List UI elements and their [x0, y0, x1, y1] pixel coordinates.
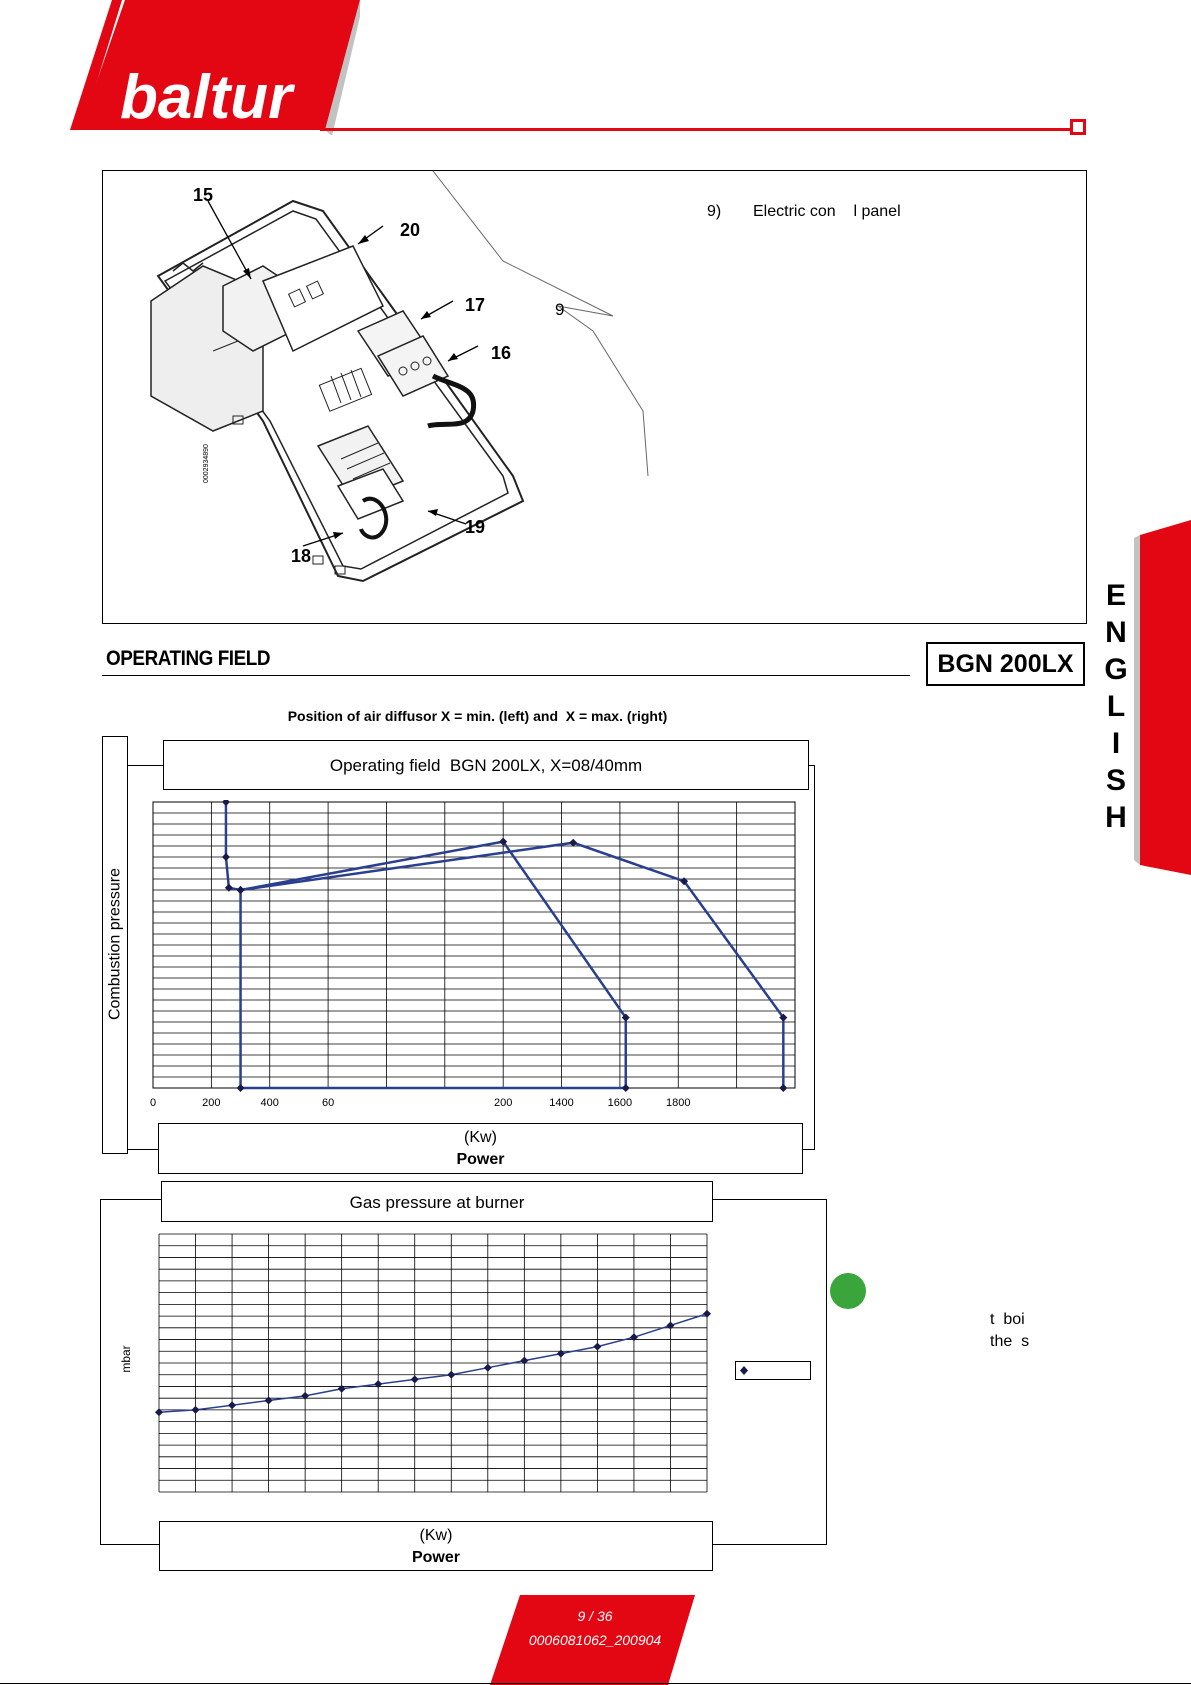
- tab-letter: E: [1105, 579, 1126, 612]
- status-dot: [830, 1273, 866, 1309]
- tab-letter: I: [1111, 727, 1121, 760]
- chart1-xtick-label: 1600: [607, 1097, 633, 1109]
- figure-caption-number: 9): [707, 203, 722, 220]
- chart1-point: [222, 800, 230, 806]
- chart2-point: [630, 1333, 638, 1341]
- callout-15: 15: [193, 185, 214, 205]
- note-line-1: t boi: [990, 1311, 1025, 1328]
- chart-subtitle: Position of air diffusor X = min. (left) and X = max. (right): [287, 708, 668, 724]
- chart2-point: [666, 1321, 674, 1329]
- chart1-plot: [150, 800, 810, 1120]
- chart1-point: [237, 1084, 245, 1092]
- chart2-grid: [159, 1234, 707, 1492]
- chart1-point: [222, 853, 230, 861]
- figure-caption-text: Electric con l panel: [753, 203, 901, 220]
- chart1-xtick-label: 200: [202, 1097, 221, 1109]
- electric-panel-figure: [102, 170, 1087, 624]
- language-tab: [1130, 520, 1191, 875]
- chart2-point: [228, 1401, 236, 1409]
- chart2-point: [155, 1408, 163, 1416]
- chart2-point: [520, 1357, 528, 1365]
- chart2-point: [192, 1406, 200, 1414]
- chart1-xtick-label: 1800: [666, 1097, 691, 1109]
- chart1-xtick-label: 60: [321, 1097, 335, 1109]
- figure-marker: 9: [555, 300, 565, 319]
- chart1-point: [622, 1084, 630, 1092]
- callout-19: 19: [465, 517, 486, 537]
- chart1-xtick-label: 200: [494, 1097, 513, 1109]
- legend-marker-icon: [736, 1362, 756, 1379]
- chart2-legend: [735, 1361, 811, 1380]
- chart1-point: [779, 1084, 787, 1092]
- chart2-xaxis-box: [159, 1521, 713, 1571]
- chart2-plot: [155, 1230, 715, 1500]
- chart1-xunit: (Kw): [464, 1129, 497, 1146]
- header-rule-end: [1070, 119, 1086, 135]
- tab-letter: G: [1104, 653, 1128, 686]
- chart2-point: [447, 1371, 455, 1379]
- footer-rule: [0, 1683, 1191, 1684]
- section-title: OPERATING FIELD: [106, 647, 271, 670]
- chart2-point: [484, 1364, 492, 1372]
- chart1-xtick-label: 400: [260, 1097, 279, 1109]
- chart1-grid: [153, 802, 795, 1088]
- tab-letter: S: [1105, 764, 1126, 797]
- chart2-point: [703, 1310, 711, 1318]
- callout-18: 18: [291, 546, 312, 566]
- chart2-xunit: (Kw): [419, 1527, 453, 1544]
- chart1-series-line: [241, 843, 784, 1088]
- tab-letter: H: [1105, 801, 1127, 834]
- chart1-point: [225, 884, 233, 892]
- tab-letter: L: [1106, 690, 1126, 723]
- baltur-logo: [70, 0, 360, 135]
- chart2-point: [301, 1392, 309, 1400]
- tab-letter: N: [1105, 616, 1127, 649]
- chart1-point: [237, 886, 245, 894]
- chart1-xlabel: Power: [456, 1151, 505, 1168]
- language-tab-letters: [1094, 577, 1138, 836]
- electric-panel-drawing: [103, 171, 1088, 625]
- model-badge: BGN 200LX: [926, 642, 1085, 686]
- chart1-xtick-label: 1400: [549, 1097, 574, 1109]
- header-rule: [320, 128, 1075, 131]
- chart2-point: [265, 1397, 273, 1405]
- chart1-xtick-label: 0: [150, 1097, 157, 1109]
- section-rule: [102, 675, 910, 676]
- doc-code: 0006081062_200904: [528, 1632, 662, 1648]
- chart2-point: [374, 1380, 382, 1388]
- chart2-xlabel: Power: [411, 1549, 460, 1566]
- chart2-title: Gas pressure at burner: [161, 1181, 713, 1222]
- chart2-point: [557, 1350, 565, 1358]
- chart1-point: [569, 839, 577, 847]
- chart1-title: Operating field BGN 200LX, X=08/40mm: [163, 740, 809, 790]
- callout-16: 16: [491, 343, 512, 363]
- chart2-point: [338, 1385, 346, 1393]
- chart1-ylabel: Combustion pressure: [106, 867, 124, 1021]
- drawing-code: 0002934890: [203, 444, 210, 483]
- chart2-point: [411, 1375, 419, 1383]
- logo-text: baltur: [120, 63, 293, 132]
- page-number: 9 / 36: [577, 1608, 613, 1624]
- chart1-xaxis-box: [158, 1123, 803, 1174]
- note-line-2: the s: [990, 1333, 1030, 1350]
- chart1-series: [222, 800, 787, 1092]
- chart2-point: [593, 1343, 601, 1351]
- callout-17: 17: [465, 295, 486, 315]
- chart1-xticks: [150, 1097, 691, 1109]
- chart2-ylabel: mbar: [119, 1345, 133, 1373]
- callout-20: 20: [400, 220, 421, 240]
